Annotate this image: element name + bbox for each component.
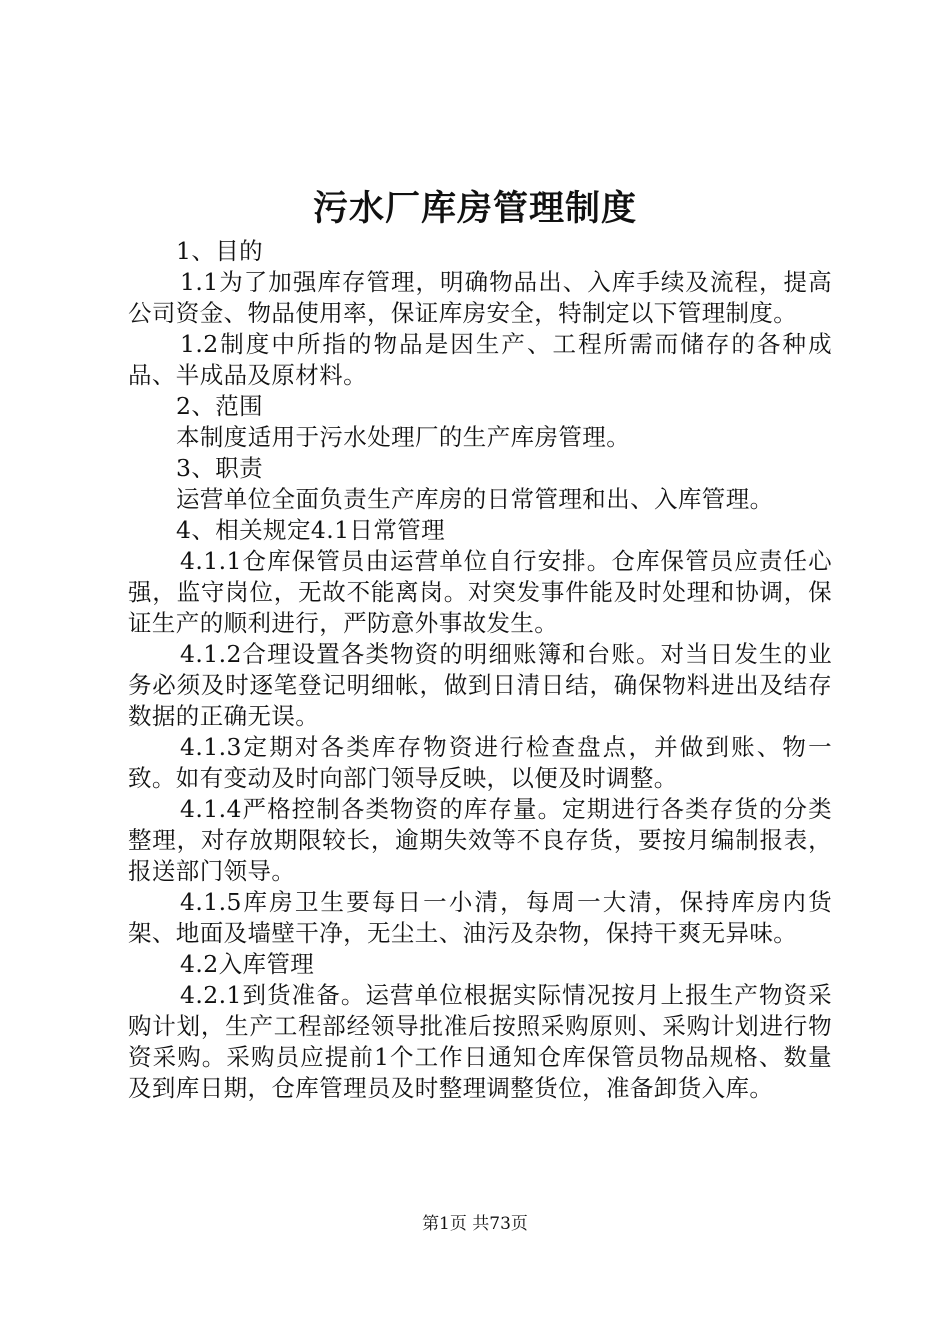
paragraph: 3、职责 [176,454,264,482]
paragraph: 2、范围 [176,392,264,420]
paragraph: 1、目的 [176,237,264,265]
page-footer: 第1页 共73页 [422,1214,528,1234]
paragraph: 4.1.3定期对各类库存物资进行检查盘点，并做到账、物一致。如有变动及时向部门领导反映，以便及时调整。 [128,733,832,792]
paragraph: 4.1.2合理设置各类物资的明细账簿和台账。对当日发生的业务必须及时逐笔登记明细帐，做到日清日结，确保物料进出及结存数据的正确无误。 [128,640,832,730]
document-body [128,236,832,1104]
paragraph: 4.2入库管理 [180,950,315,978]
paragraph: 4.2.1到货准备。运营单位根据实际情况按月上报生产物资采购计划，生产工程部经领导批准后按照采购原则、采购计划进行物资采购。采购员应提前1个工作日通知仓库保管员物品规格、数量及到库日期，仓库管理员及时整理调整货位，准备卸货入库。 [128,981,832,1102]
paragraph: 4.1.5库房卫生要每日一小清，每周一大清，保持库房内货架、地面及墙壁干净，无尘土、油污及杂物，保持干爽无异味。 [128,888,832,947]
paragraph: 1.2制度中所指的物品是因生产、工程所需而储存的各种成品、半成品及原材料。 [128,330,832,389]
paragraph: 运营单位全面负责生产库房的日常管理和出、入库管理。 [176,485,774,513]
paragraph: 1.1为了加强库存管理，明确物品出、入库手续及流程，提高公司资金、物品使用率，保证库房安全，特制定以下管理制度。 [128,268,832,327]
paragraph: 4、相关规定4.1日常管理 [176,516,446,544]
paragraph: 本制度适用于污水处理厂的生产库房管理。 [176,423,631,451]
paragraph: 4.1.4严格控制各类物资的库存量。定期进行各类存货的分类整理，对存放期限较长，逾期失效等不良存货，要按月编制报表，报送部门领导。 [128,795,832,885]
paragraph: 4.1.1仓库保管员由运营单位自行安排。仓库保管员应责任心强，监守岗位，无故不能离岗。对突发事件能及时处理和协调，保证生产的顺利进行，严防意外事故发生。 [128,547,832,637]
document-title: 污水厂库房管理制度 [312,188,637,229]
